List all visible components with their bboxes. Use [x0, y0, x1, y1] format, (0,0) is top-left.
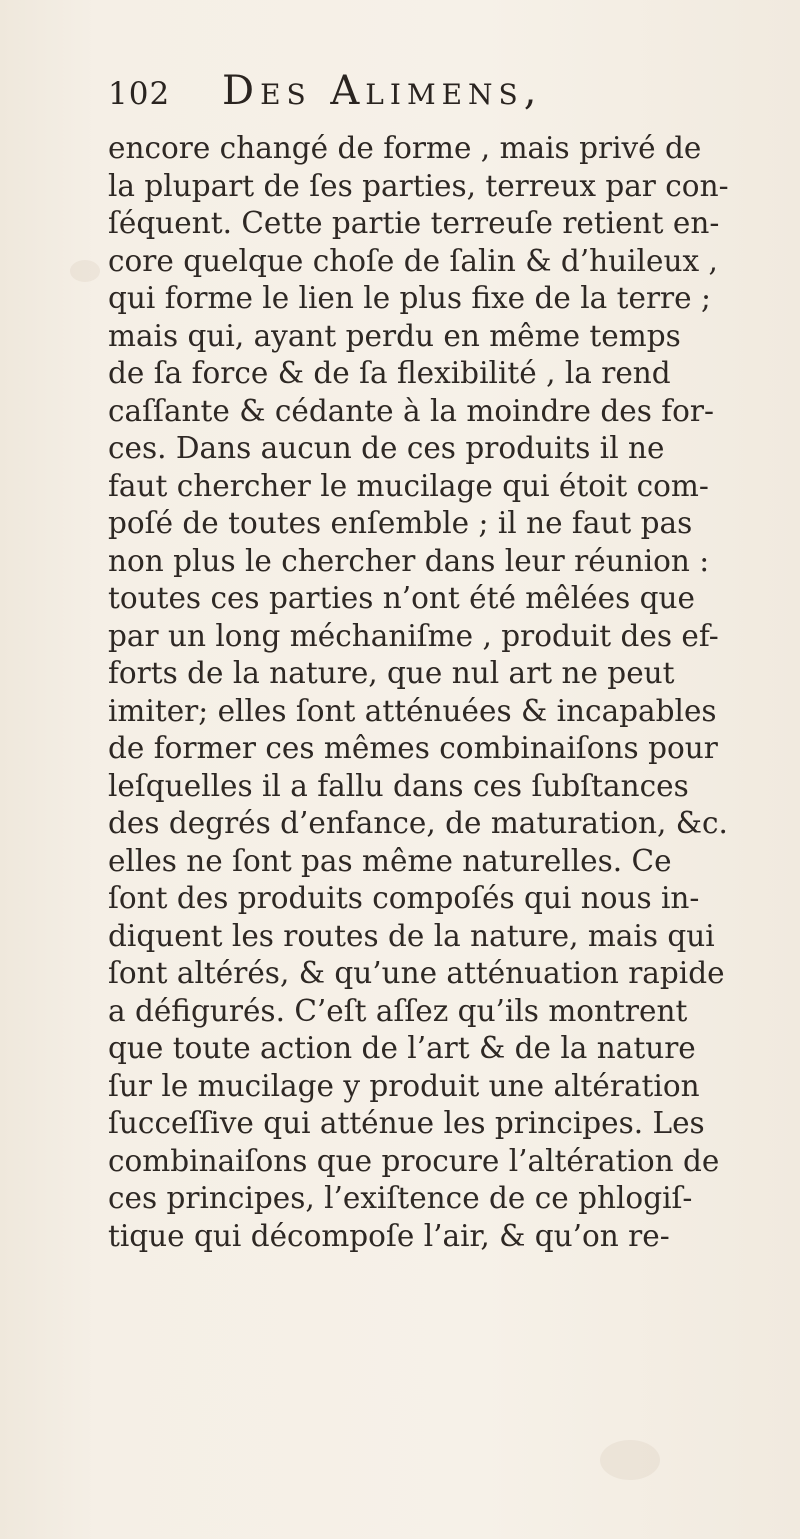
page-number: 102: [108, 76, 171, 112]
text-line: ſur le mucilage y produit une altération: [108, 1068, 700, 1103]
text-line: qui forme le lien le plus fixe de la terre ;: [108, 281, 711, 315]
text-line: des degrés d’enfance, de maturation, &c.: [108, 806, 728, 840]
text-line: caſſante & cédante à la moindre des for-: [108, 393, 714, 428]
paper-stain: [600, 1440, 660, 1480]
text-line: non plus le chercher dans leur réunion :: [108, 543, 710, 578]
paper-stain: [70, 260, 100, 282]
text-line: leſquelles il a fallu dans ces ſubſtances: [108, 768, 689, 803]
text-line: mais qui, ayant perdu en même temps: [108, 318, 681, 353]
text-line: par un long méchaniſme , produit des ef-: [108, 618, 719, 653]
text-line: core quelque choſe de ſalin & d’huileux ,: [108, 243, 718, 278]
text-line: de ſa force & de ſa flexibilité , la rend: [108, 356, 671, 390]
text-line: combinaiſons que procure l’altération de: [108, 1143, 720, 1178]
body-text: [108, 130, 778, 1255]
text-line: encore changé de forme , mais privé de: [108, 131, 702, 165]
text-line: ces. Dans aucun de ces produits il ne: [108, 431, 665, 465]
text-line: ces principes, l’exiſtence de ce phlogiſ-: [108, 1181, 693, 1215]
text-line: poſé de toutes enſemble ; il ne faut pas: [108, 506, 693, 540]
text-line: ſont des produits compoſés qui nous in-: [108, 881, 700, 915]
text-line: la plupart de ſes parties, terreux par con-: [108, 168, 729, 203]
text-line: que toute action de l’art & de la nature: [108, 1031, 696, 1065]
text-line: ſéquent. Cette partie terreuſe retient en-: [108, 206, 720, 240]
text-line: de former ces mêmes combinaiſons pour: [108, 731, 718, 765]
text-line: imiter; elles ſont atténuées & incapables: [108, 693, 717, 728]
page-header: [108, 66, 668, 116]
text-line: toutes ces parties n’ont été mêlées que: [108, 581, 695, 615]
text-line: diquent les routes de la nature, mais qui: [108, 918, 715, 953]
text-line: forts de la nature, que nul art ne peut: [108, 656, 675, 690]
text-line: ſucceſſive qui atténue les principes. Les: [108, 1106, 705, 1140]
text-line: ſont altérés, & qu’une atténuation rapide: [108, 956, 725, 990]
text-line: elles ne ſont pas même naturelles. Ce: [108, 843, 672, 878]
text-line: tique qui décompoſe l’air, & qu’on re-: [108, 1218, 670, 1253]
running-head: Des Alimens,: [222, 68, 543, 114]
text-line: faut chercher le mucilage qui étoit com-: [108, 468, 709, 503]
text-line: a défigurés. C’eſt aſſez qu’ils montrent: [108, 993, 688, 1028]
